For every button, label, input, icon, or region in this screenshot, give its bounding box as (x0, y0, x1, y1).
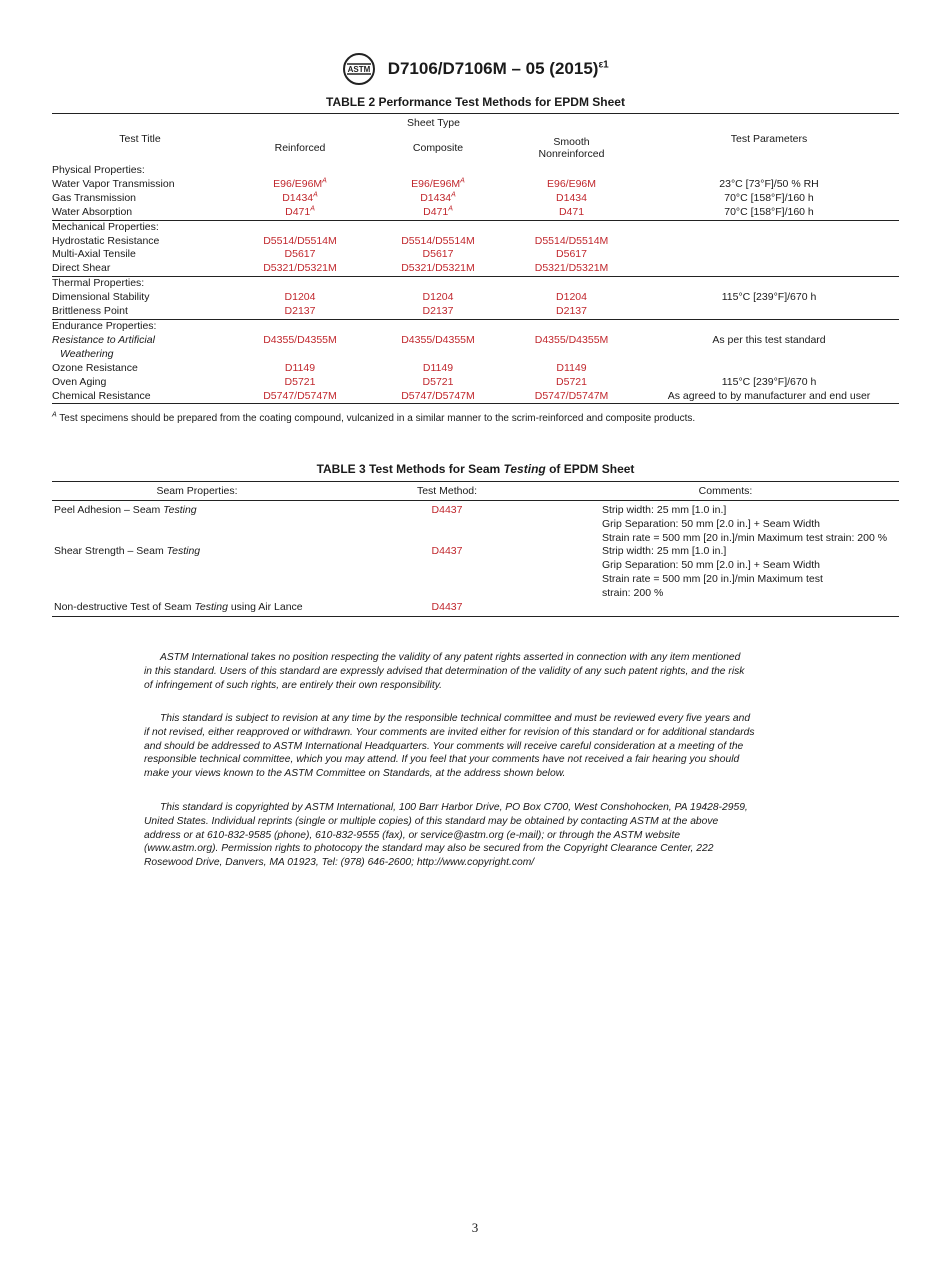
table3-caption: TABLE 3 Test Methods for Seam Testing of EPDM Sheet (316, 462, 635, 476)
method-composite: $E96/E96M^A$ (411, 177, 465, 190)
standard-designation: D7106/D7106M – 05 $(2015)^{\varepsilon 1}$ (387, 59, 609, 78)
method-reinforced: D1204 (284, 291, 316, 304)
method-composite: $D471^A$ (423, 205, 453, 218)
notice-line: Rosewood Drive, Danvers, MA 01923, Tel: (978) 646-2600; http://www.copyright.com/ (144, 857, 535, 869)
method-smooth: D5747/D5747M (534, 389, 609, 402)
group-row (52, 319, 899, 333)
col-sheet-type: Sheet Type (407, 117, 460, 129)
method-composite: $D1434^A$ (420, 191, 456, 204)
table-row (52, 334, 899, 348)
col-test-params: Test Parameters (730, 133, 808, 145)
svg-text:ASTM: ASTM (347, 65, 371, 74)
notice-line: This standard is subject to revision at any time by the responsible technical committee and must be reviewed every five years and (160, 713, 751, 724)
notice-line: address or at 610-832-9585 (phone), 610-832-9555 (fax), or service@astm.org (e-mail); or through the ASTM website (144, 829, 681, 841)
table-row (52, 206, 899, 220)
notice-line: ASTM International takes no position respecting the validity of any patent rights asserted in connection with any item mentioned (160, 652, 741, 663)
method-composite: D5747/D5747M (401, 389, 475, 402)
method-reinforced: D5321/D5321M (263, 262, 337, 275)
notice-paragraph (144, 651, 808, 692)
footnote-ref: A (322, 177, 327, 185)
test-parameter: 70°C [158°F]/160 h (724, 191, 814, 204)
test-parameter: As agreed to by manufacturer and end user (667, 389, 871, 402)
test-title: Water Absorption (52, 205, 133, 218)
test-title: Resistance to Artificial (52, 333, 155, 346)
notice-line: United States. Individual reprints (single or multiple copies) of this standard may be obtained by contacting ASTM at the above (144, 815, 719, 827)
test-title: Ozone Resistance (52, 361, 138, 374)
notice-line: make your views known to the ASTM Committee on Standards, at the address shown below. (144, 768, 566, 780)
table-row (52, 178, 899, 192)
comment-line: Grip Separation: 50 mm [2.0 in.] + Seam Width (602, 559, 820, 572)
group-row (52, 164, 899, 178)
method-reinforced: D4355/D4355M (263, 333, 337, 346)
test-parameter: 23°C [73°F]/50 % RH (719, 177, 819, 190)
method-smooth: D4355/D4355M (534, 333, 609, 346)
table-row (52, 376, 899, 390)
group-title: Physical Properties: (52, 164, 145, 176)
col-test-title: Test Title (119, 133, 161, 145)
method-smooth: D1149 (556, 361, 587, 374)
test-title: Dimensional Stability (52, 291, 150, 304)
table3 (52, 481, 899, 617)
footnote-ref: A (313, 191, 318, 199)
col-smooth: Smooth Nonreinforced (538, 136, 605, 160)
table-row (52, 248, 899, 262)
footnote-ref: A (460, 177, 465, 185)
seam-method: D4437 (431, 600, 463, 613)
seam-property: Non-destructive Test of Seam Testing using Air Lance (54, 600, 303, 613)
method-smooth: D2137 (556, 305, 587, 318)
comment-line: Strip width: 25 mm [1.0 in.] (602, 504, 727, 516)
page-header (0, 52, 950, 86)
test-title: Oven Aging (52, 375, 107, 388)
seam-row (52, 545, 899, 600)
test-parameter (639, 362, 899, 376)
notice-line: responsible technical committee, which you may attend. If you feel that your comments have not received a fair hearing you should (144, 754, 740, 766)
method-smooth: D5321/D5321M (534, 262, 609, 275)
col-reinforced: Reinforced (274, 142, 326, 154)
test-title: Water Vapor Transmission (52, 177, 175, 190)
notice-line: in this standard. Users of this standard are expressly advised that determination of the validity of any such patent rights, and the risk (144, 665, 745, 677)
method-reinforced: D2137 (284, 305, 316, 318)
test-title: Direct Shear (52, 262, 111, 275)
epsilon-mark: ε1 (598, 59, 609, 71)
seam-comments (552, 601, 899, 617)
method-composite: D5514/D5514M (401, 234, 475, 247)
method-smooth: D1434 (556, 191, 587, 204)
table-row (52, 262, 899, 276)
method-smooth: D1204 (556, 291, 587, 304)
method-smooth: D5514/D5514M (534, 234, 609, 247)
table-row (52, 305, 899, 319)
footnote-ref: A (310, 205, 315, 213)
group-row (52, 277, 899, 291)
method-composite: D1149 (422, 361, 454, 374)
test-parameter: 70°C [158°F]/160 h (724, 205, 814, 218)
method-reinforced: D5747/D5747M (263, 389, 337, 402)
method-smooth: D471 (558, 205, 585, 218)
col-comments: Comments: (552, 482, 899, 501)
seam-property: Shear Strength – Seam Testing (54, 545, 201, 558)
test-parameter: As per this test standard (712, 333, 826, 346)
group-row (52, 220, 899, 234)
test-parameter (639, 305, 899, 319)
col-composite: Composite (412, 142, 464, 154)
method-smooth: D5721 (556, 375, 587, 388)
comment-line: strain: 200 % (602, 586, 664, 599)
test-parameter (639, 248, 899, 262)
seam-comments (552, 501, 899, 546)
table-row (52, 192, 899, 206)
method-composite: D5721 (422, 375, 454, 388)
notice-line: of infringement of such rights, are entirely their own responsibility. (144, 679, 442, 691)
method-smooth: D5617 (556, 248, 587, 261)
table-row (52, 390, 899, 404)
seam-row (52, 601, 899, 617)
test-parameter (639, 262, 899, 276)
test-title: Brittleness Point (52, 305, 128, 318)
method-smooth: E96/E96M (546, 177, 597, 190)
test-title-cont: Weathering (60, 347, 114, 360)
method-composite: D1204 (422, 291, 454, 304)
method-composite: D5321/D5321M (401, 262, 475, 275)
table-row (52, 291, 899, 305)
method-composite: D4355/D4355M (401, 333, 475, 346)
test-parameter (639, 235, 899, 249)
notice-line: This standard is copyrighted by ASTM International, 100 Barr Harbor Drive, PO Box C700, West Conshohocken, PA 19428-2959, (160, 802, 748, 813)
method-reinforced: D5514/D5514M (263, 234, 337, 247)
table2-footnote: $^A$ Test specimens should be prepared from the coating compound, vulcanized in a similar manner to the scrim-reinforced and composite products. (52, 411, 696, 424)
method-reinforced: D1149 (284, 361, 316, 374)
notice-paragraph (144, 801, 808, 870)
test-parameter: 115°C [239°F]/670 h (721, 375, 817, 388)
table-row (52, 235, 899, 249)
seam-property: Peel Adhesion – Seam Testing (54, 504, 197, 516)
method-reinforced: $D1434^A$ (282, 191, 318, 204)
notice-line: and should be addressed to ASTM International Headquarters. Your comments will receive careful consideration at a meeting of the (144, 740, 744, 752)
comment-line: Strip width: 25 mm [1.0 in.] (602, 545, 727, 558)
method-reinforced: $D471^A$ (285, 205, 315, 218)
group-title: Endurance Properties: (52, 319, 899, 333)
method-composite: D5617 (422, 248, 454, 261)
seam-row (52, 501, 899, 546)
table2 (52, 113, 899, 404)
method-reinforced: D5617 (284, 248, 316, 261)
method-reinforced: $E96/E96M^A$ (273, 177, 327, 190)
test-title: Hydrostatic Resistance (52, 234, 160, 247)
notice-paragraph (144, 712, 808, 781)
group-title: Thermal Properties: (52, 277, 899, 291)
page-number: 3 (471, 1220, 479, 1235)
table2-caption: TABLE 2 Performance Test Methods for EPDM Sheet (326, 95, 625, 109)
footnote-ref: A (448, 205, 453, 213)
test-title: Gas Transmission (52, 191, 137, 204)
test-title: Chemical Resistance (52, 389, 151, 402)
table-row (52, 362, 899, 376)
notice-line: if not revised, either reapproved or withdrawn. Your comments are invited either for revision of this standard or for additional standards (144, 726, 755, 738)
comment-line: Strain rate = 500 mm [20 in.]/min Maximum test (602, 572, 823, 585)
group-title: Mechanical Properties: (52, 220, 899, 234)
method-composite: D2137 (422, 305, 454, 318)
seam-comments (552, 545, 899, 600)
col-seam-props: Seam Properties: (52, 482, 342, 501)
test-title: Multi-Axial Tensile (52, 248, 136, 261)
comment-line: Strain rate = 500 mm [20 in.]/min Maximum test strain: 200 % (602, 531, 888, 544)
comment-line: Grip Separation: 50 mm [2.0 in.] + Seam Width (602, 517, 820, 530)
footnote-ref: A (451, 191, 456, 199)
notice-line: (www.astm.org). Permission rights to photocopy the standard may also be secured from the Copyright Clearance Center, 222 (144, 843, 714, 855)
col-test-method: Test Method: (342, 482, 552, 501)
table-row-cont (52, 348, 899, 362)
seam-method: D4437 (431, 504, 463, 516)
seam-method: D4437 (431, 545, 463, 558)
astm-logo (341, 52, 377, 86)
test-parameter: 115°C [239°F]/670 h (721, 291, 817, 304)
method-reinforced: D5721 (284, 375, 316, 388)
